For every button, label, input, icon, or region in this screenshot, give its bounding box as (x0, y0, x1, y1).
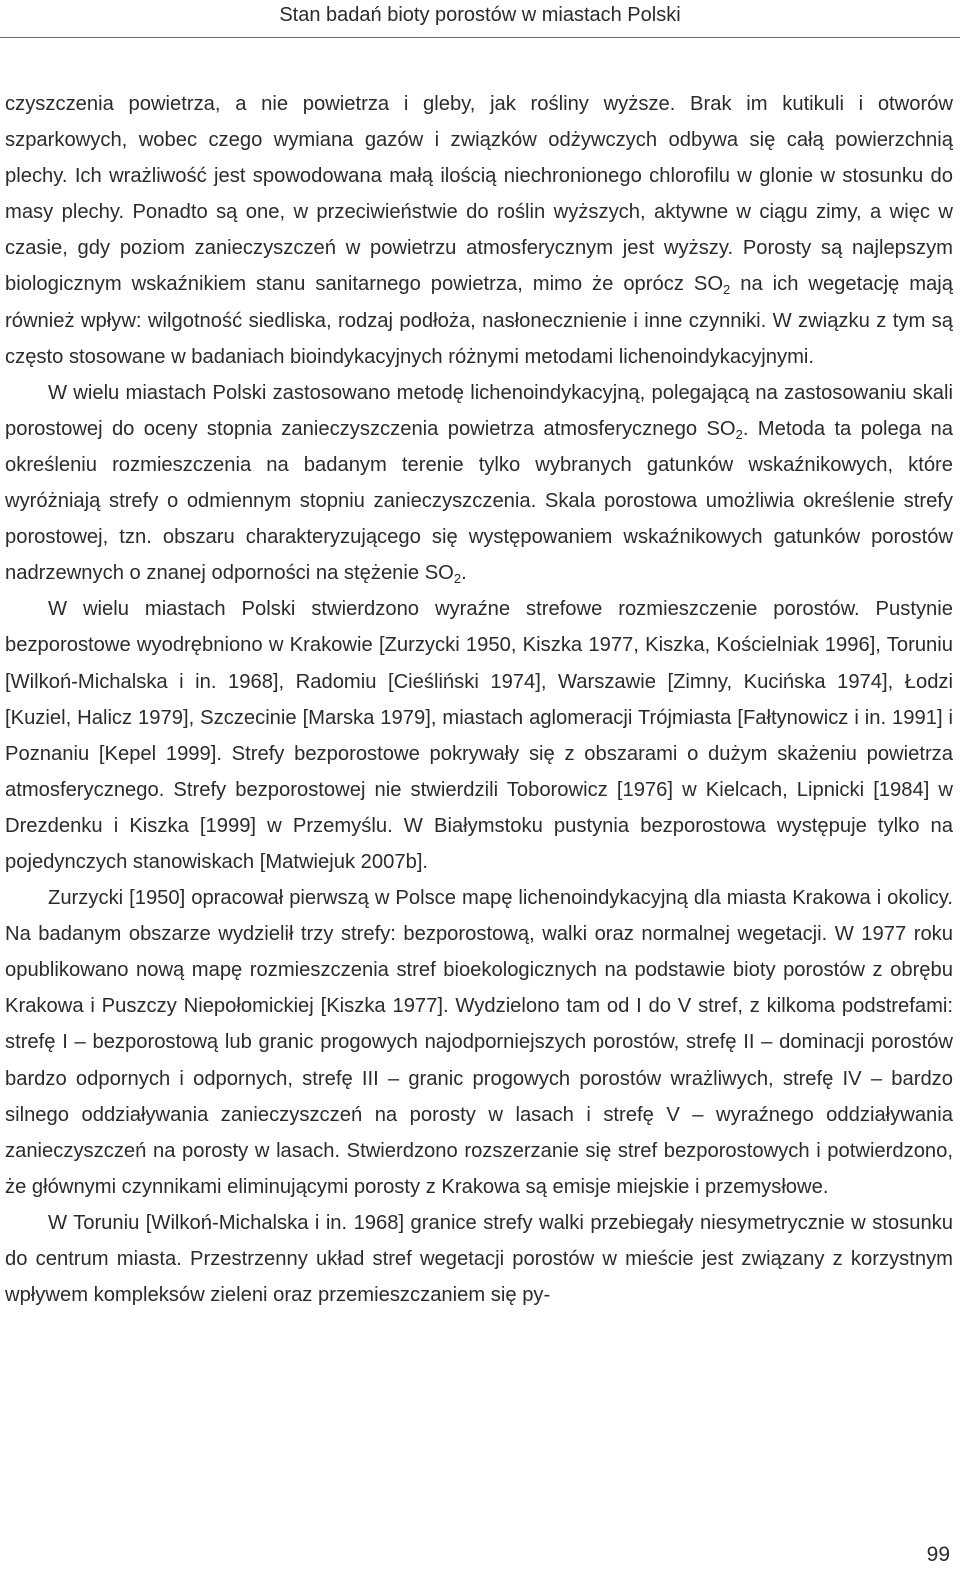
paragraph-1-part-2: na ich wegetację mają również wpływ: wilgotność siedliska, rodzaj podłoża, nasłonecznienie i inne czynniki. W związku z tym są często stosowane w badaniach bioindykacyjnych różnymi metodami lichenoindykacyjnymi. (5, 273, 953, 368)
paragraph-2-part-2: . Metoda ta polega na określeniu rozmieszczenia na badanym terenie tylko wybranych gatunków wskaźnikowych, które wyróżniają strefy o odmiennym stopniu zanieczyszczenia. Skala porostowa umożliwia określenie strefy porostowej, tzn. obszaru charakteryzującego się występowaniem wskaźnikowych gatunków porostów nadrzewnych o znanej odporności na stężenie SO (5, 417, 953, 585)
subscript-so2: 2 (453, 571, 462, 587)
paragraph-5: W Toruniu [Wilkoń-Michalska i in. 1968] granice strefy walki przebiegały niesymetrycznie w stosunku do centrum miasta. Przestrzenny układ stref wegetacji porostów w mieście jest związany z korzystnym wpływem kompleksów zieleni oraz przemieszczaniem się py- (5, 1211, 953, 1307)
running-header-title: Stan badań bioty porostów w miastach Polski (279, 4, 681, 26)
paragraph-2-part-1: W wielu miastach Polski zastosowano metodę lichenoindykacyjną, polegającą na zastosowaniu skali porostowej do oceny stopnia zanieczyszczenia powietrza atmosferycznego SO (5, 381, 953, 440)
paragraph-1 (5, 86, 953, 375)
paragraph-1-part-1: czyszczenia powietrza, a nie powietrza i gleby, jak rośliny wyższe. Brak im kutikuli i otworów szparkowych, wobec czego wymiana gazów i związków odżywczych odbywa się całą powierzchnią plechy. Ich wrażliwość jest spowodowana małą ilością niechronionego chlorofilu w glonie w stosunku do masy plechy. Ponadto są one, w przeciwieństwie do roślin wyższych, aktywne w ciągu zimy, a więc w czasie, gdy poziom zanieczyszczeń w powietrzu atmosferycznym jest wyższy. Porosty są najlepszym biologicznym wskaźnikiem stanu sanitarnego powietrza, mimo że oprócz SO (5, 93, 953, 296)
paragraph-4: Zurzycki [1950] opracował pierwszą w Polsce mapę lichenoindykacyjną dla miasta Krakowa i okolicy. Na badanym obszarze wydzielił trzy strefy: bezporostową, walki oraz normalnej wegetacji. W 1977 roku opublikowano nową mapę rozmieszczenia stref bioekologicznych na podstawie bioty porostów z obrębu Krakowa i Puszczy Niepołomickiej [Kiszka 1977]. Wydzielono tam od I do V stref, z kilkoma podstrefami: strefę I – bezporostową lub granic progowych najodporniejszych porostów, strefę II – dominacji porostów bardzo odpornych i odpornych, strefę III – granic progowych porostów wrażliwych, strefę IV – bardzo silnego oddziaływania zanieczyszczeń na porosty w lasach i strefę V – wyraźnego oddziaływania zanieczyszczeń na porosty w lasach. Stwierdzono rozszerzanie się stref bezporostowych i potwierdzono, że głównymi czynnikami eliminującymi porosty z Krakowa są emisje miejskie i przemysłowe. (5, 887, 953, 1198)
subscript-so2: 2 (723, 282, 731, 298)
page-number: 99 (926, 1543, 950, 1566)
running-header (0, 0, 960, 38)
paragraph-2 (5, 375, 953, 592)
subscript-so2: 2 (735, 426, 743, 442)
paragraph-3: W wielu miastach Polski stwierdzono wyraźne strefowe rozmieszczenie porostów. Pustynie bezporostowe wyodrębniono w Krakowie [Zurzycki 1950, Kiszka 1977, Kiszka, Kościelniak 1996], Toruniu [Wilkoń-Michalska i in. 1968], Radomiu [Cieśliński 1974], Warszawie [Zimny, Kucińska 1974], Łodzi [Kuziel, Halicz 1979], Szczecinie [Marska 1979], miastach aglomeracji Trójmiasta [Fałtynowicz i in. 1991] i Poznaniu [Kepel 1999]. Strefy bezporostowe pokrywały się z obszarami o dużym skażeniu powietrza atmosferycznego. Strefy bezporostowej nie stwierdzili Toborowicz [1976] w Kielcach, Lipnicki [1984] w Drezdenku i Kiszka [1999] w Przemyślu. W Białymstoku pustynia bezporostowa występuje tylko na pojedynczych stanowiskach [Matwiejuk 2007b]. (5, 598, 953, 873)
body-text (5, 86, 953, 1313)
paragraph-2-part-3: . (461, 562, 467, 585)
